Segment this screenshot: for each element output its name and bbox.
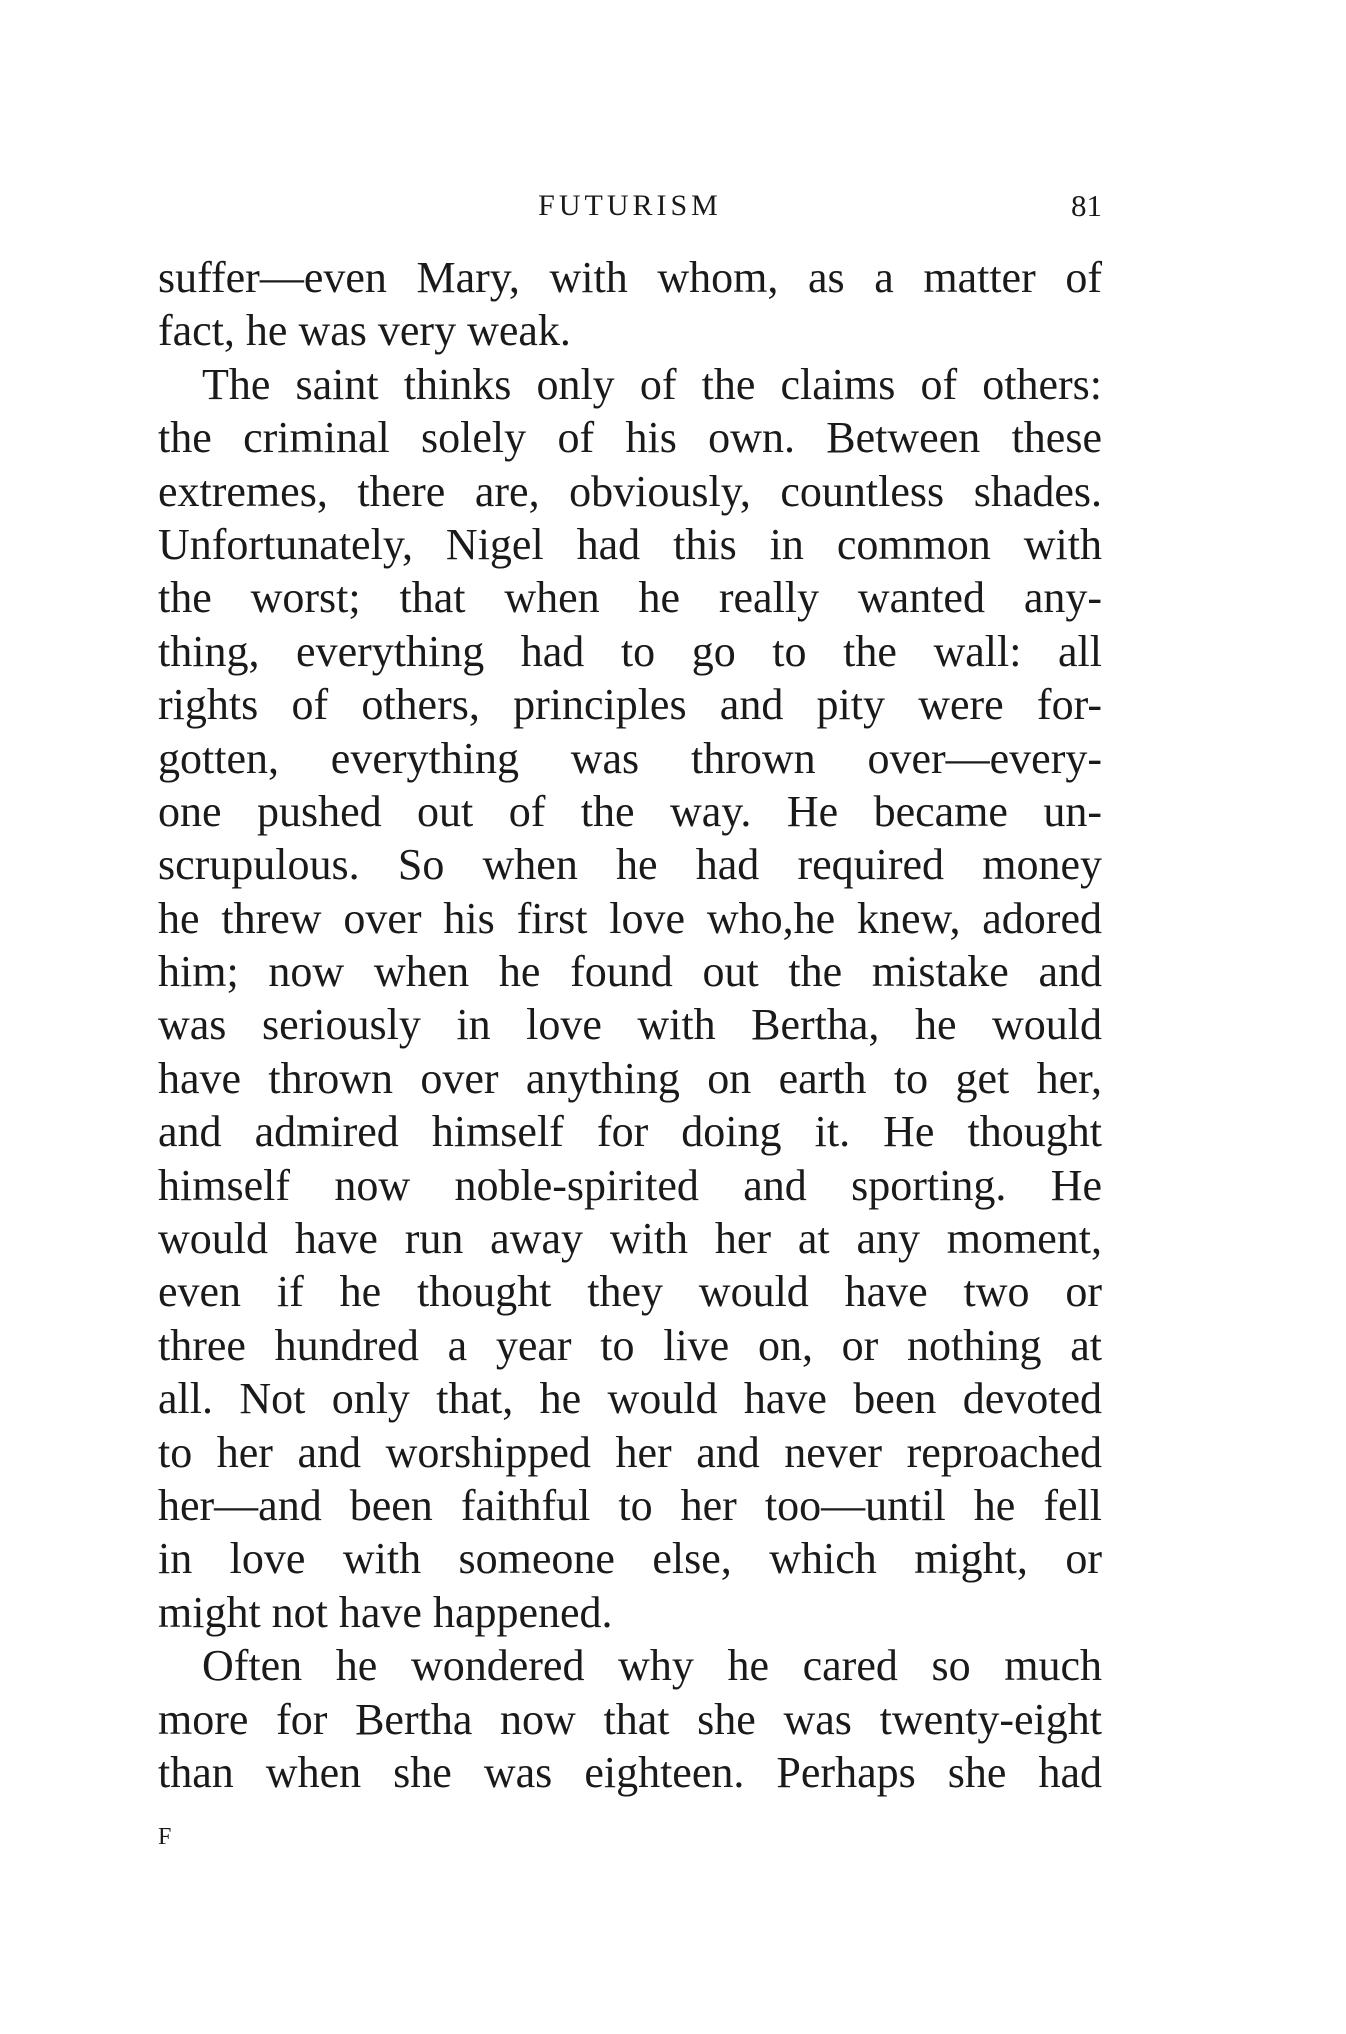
text-line: the worst; that when he really wanted any-: [158, 573, 1102, 623]
text-line: suffer—even Mary, with whom, as a matter of: [158, 253, 1102, 302]
text-line: the criminal solely of his own. Between these: [158, 413, 1102, 463]
page-number: 81: [1071, 188, 1102, 223]
text-line: thing, everything had to go to the wall: all: [158, 626, 1102, 676]
text-line: him; now when he found out the mistake and: [158, 947, 1102, 997]
text-line: to her and worshipped her and never reproached: [158, 1427, 1102, 1477]
text-line: than when she was eighteen. Perhaps she had: [158, 1747, 1102, 1797]
text-line: all. Not only that, he would have been devoted: [158, 1374, 1102, 1424]
text-line: would have run away with her at any moment,: [158, 1214, 1102, 1264]
text-line: Often he wondered why he cared so much: [202, 1641, 1102, 1691]
text-line: scrupulous. So when he had required money: [158, 840, 1102, 890]
text-line: gotten, everything was thrown over—every-: [158, 733, 1102, 783]
running-head: [158, 186, 1102, 226]
text-line: he threw over his first love who,he knew, adored: [158, 893, 1102, 943]
text-line: Unfortunately, Nigel had this in common with: [158, 519, 1102, 569]
text-line: fact, he was very weak.: [158, 306, 571, 356]
text-line: even if he thought they would have two or: [158, 1267, 1102, 1317]
text-line: her—and been faithful to her too—until he fell: [158, 1480, 1102, 1530]
running-title: FUTURISM: [538, 189, 722, 222]
text-line: have thrown over anything on earth to get her,: [158, 1053, 1102, 1103]
body-text: [158, 251, 1102, 1799]
text-line: himself now noble-spirited and sporting. He: [158, 1160, 1102, 1210]
text-line: might not have happened.: [158, 1587, 613, 1637]
text-line: and admired himself for doing it. He thought: [158, 1107, 1102, 1157]
text-line: more for Bertha now that she was twenty-eight: [158, 1694, 1102, 1744]
text-line: three hundred a year to live on, or nothing at: [158, 1320, 1102, 1370]
text-line: in love with someone else, which might, or: [158, 1534, 1102, 1584]
text-line: The saint thinks only of the claims of others:: [202, 359, 1102, 409]
signature-mark: F: [158, 1824, 172, 1850]
text-line: extremes, there are, obviously, countless shades.: [158, 466, 1102, 516]
text-line: was seriously in love with Bertha, he would: [158, 1000, 1102, 1050]
text-line: one pushed out of the way. He became un-: [158, 786, 1102, 836]
text-line: rights of others, principles and pity were for-: [158, 680, 1102, 730]
